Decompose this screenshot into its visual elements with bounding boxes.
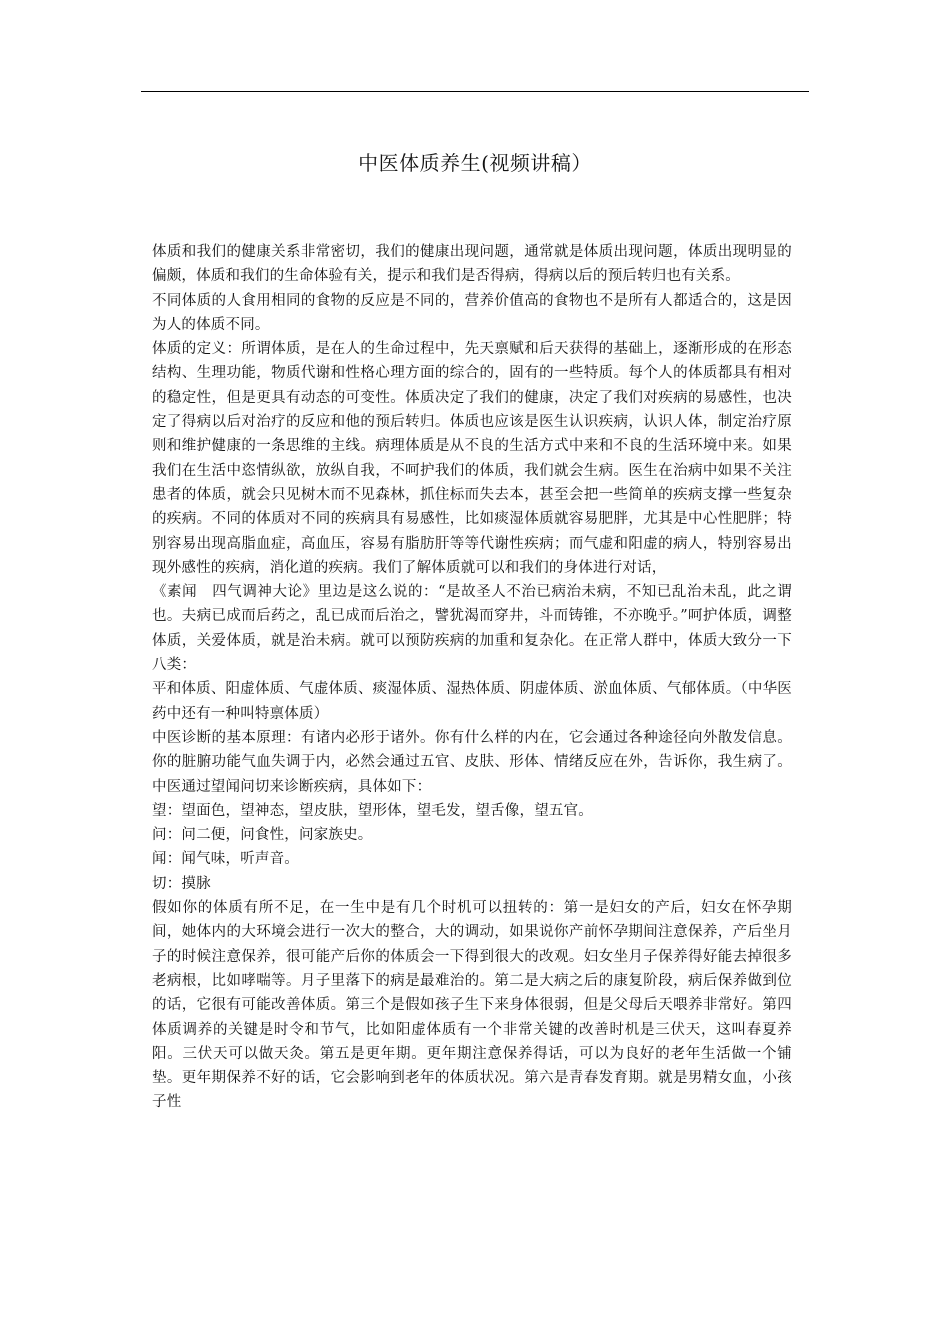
- document-body: [152, 240, 792, 1320]
- paragraph-eight-types: 平和体质、阳虚体质、气虚体质、痰湿体质、湿热体质、阴虚体质、淤血体质、气郁体质。（中华医药中还有一种叫特禀体质）: [152, 681, 792, 722]
- paragraph-wen-ask: 问：问二便，问食性，问家族史。: [152, 827, 373, 844]
- paragraph-health-relation: 体质和我们的健康关系非常密切，我们的健康出现问题，通常就是体质出现问题，体质出现明显的偏颇，体质和我们的生命体验有关，提示和我们是否得病，得病以后的预后转归也有关系。: [152, 244, 792, 285]
- paragraph-food-reaction: 不同体质的人食用相同的食物的反应是不同的，营养价值高的食物也不是所有人都适合的，这是因为人的体质不同。: [152, 292, 792, 333]
- document-title: 中医体质养生(视频讲稿）: [358, 151, 592, 175]
- paragraph-diagnosis-principle: 中医诊断的基本原理：有诸内必形于诸外。你有什么样的内在，它会通过各种途径向外散发信息。你的脏腑功能气血失调于内，必然会通过五官、皮肤、形体、情绪反应在外，告诉你，我生病了。中医通过望闻问切来诊断疾病，具体如下：: [152, 729, 792, 795]
- paragraph-turning-points: 假如你的体质有所不足，在一生中是有几个时机可以扭转的：第一是妇女的产后，妇女在怀孕期间，她体内的大环境会进行一次大的整合，大的调动，如果说你产前怀孕期间注意保养，产后坐月子的时候注意保养，很可能产后你的体质会一下得到很大的改观。妇女坐月子保养得好能去掉很多老病根，比如哮喘等。月子里落下的病是最难治的。第二是大病之后的康复阶段，病后保养做到位的话，它很有可能改善体质。第三个是假如孩子生下来身体很弱，但是父母后天喂养非常好。第四体质调养的关键是时令和节气，比如阳虚体质有一个非常关键的改善时机是三伏天，这叫春夏养阳。三伏天可以做天灸。第五是更年期。更年期注意保养得话，可以为良好的老年生活做一个铺垫。更年期保养不好的话，它会影响到老年的体质状况。第六是青春发育期。就是男精女血，小孩子性: [152, 900, 792, 1111]
- paragraph-wen-listen: 闻：闻气味，听声音。: [152, 851, 299, 868]
- paragraph-suwen-quote: 《素闻 四气调神大论》里边是这么说的：“是故圣人不治已病治未病，不知已乱治未乱，此之谓也。夫病已成而后药之，乱已成而后治之，譬犹渴而穿井，斗而铸锥，不亦晚乎。”呵护体质，调整体质，关爱体质，就是治未病。就可以预防疾病的加重和复杂化。在正常人群中，体质大致分一下八类：: [152, 584, 792, 674]
- paragraph-wang: 望：望面色，望神态，望皮肤，望形体，望毛发，望舌像，望五官。: [152, 802, 593, 819]
- paragraph-constitution-definition: 体质的定义：所谓体质，是在人的生命过程中，先天禀赋和后天获得的基础上，逐渐形成的在形态结构、生理功能，物质代谢和性格心理方面的综合的，固有的一些特质。每个人的体质都具有相对的稳定性，但是更具有动态的可变性。体质决定了我们的健康，决定了我们对疾病的易感性，也决定了得病以后对治疗的反应和他的预后转归。体质也应该是医生认识疾病，认识人体，制定治疗原则和维护健康的一条思维的主线。病理体质是从不良的生活方式中来和不良的生活环境中来。如果我们在生活中恣情纵欲，放纵自我，不呵护我们的体质，我们就会生病。医生在治病中如果不关注患者的体质，就会只见树木而不见森林，抓住标而失去本，甚至会把一些简单的疾病支撑一些复杂的疾病。不同的体质对不同的疾病具有易感性，比如痰湿体质就容易肥胖，尤其是中心性肥胖；特别容易出现高脂血症，高血压，容易有脂肪肝等等代谢性疾病；而气虚和阳虚的病人，特别容易出现外感性的疾病，消化道的疾病。我们了解体质就可以和我们的身体进行对话，: [152, 341, 792, 576]
- paragraph-qie: 切：摸脉: [152, 875, 211, 892]
- header-rule: [141, 91, 809, 92]
